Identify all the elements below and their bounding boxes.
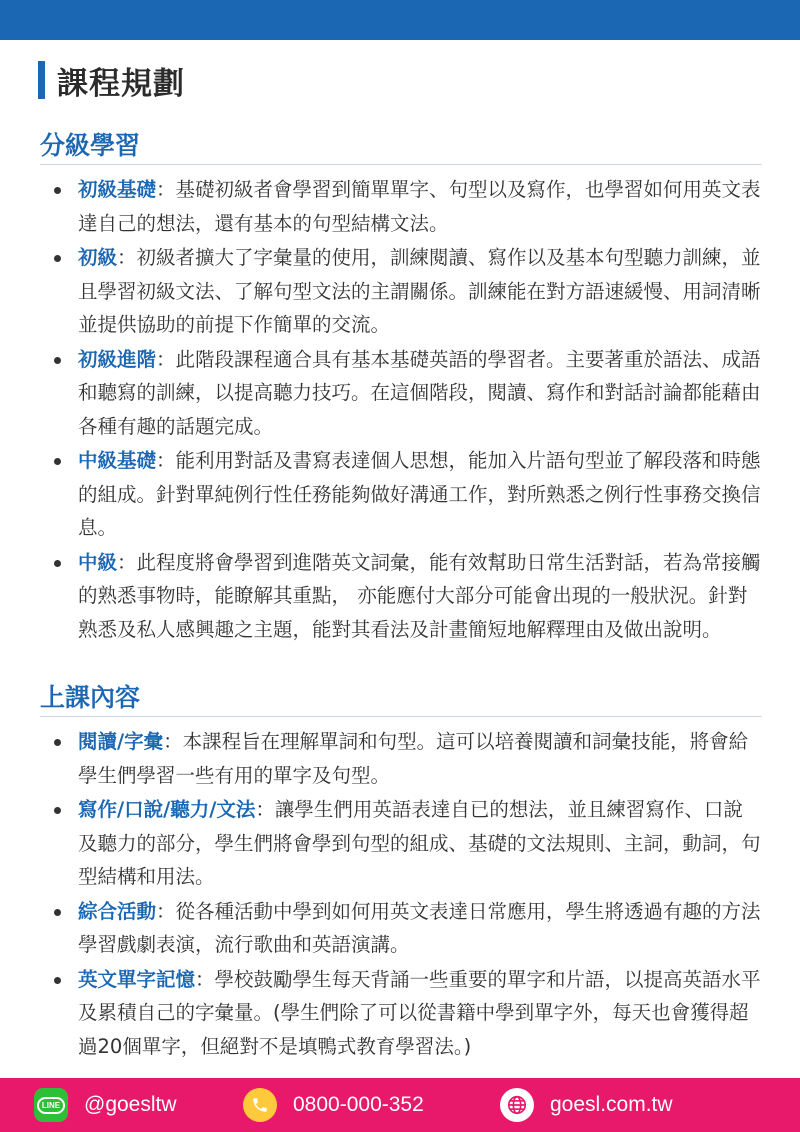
line-badge: LINE (37, 1097, 65, 1114)
item-term: 中級 (78, 550, 118, 574)
item-term: 英文單字記憶 (78, 967, 196, 991)
item-term: 中級基礎 (78, 449, 157, 472)
item-term: 初級基礎 (78, 178, 157, 201)
page-title-block (38, 58, 185, 102)
item-term: 初級 (78, 246, 118, 269)
item-text: ：本課程旨在理解單詞和句型。這可以培養閱讀和詞彙技能，將會給學生們學習一些有用的單字及句型。 (78, 730, 749, 787)
globe-icon (500, 1088, 534, 1122)
page-title: 課程規劃 (57, 65, 185, 102)
footer-website-contact[interactable] (500, 1078, 673, 1132)
bullet-icon (54, 739, 61, 746)
item-text: ：從各種活動中學到如何用英文表達日常應用，學生將透過有趣的方法學習戲劇表演，流行歌曲和英語演講。 (78, 899, 761, 956)
item-text: ：此程度將會學習到進階英文詞彙，能有效幫助日常生活對話，若為常接觸的熟悉事物時，能瞭解其重點， 亦能應付大部分可能會出現的一般狀況。針對熟悉及私人感興趣之主題，能對其看法及計畫簡短地解釋理由及做出說明。 (78, 550, 761, 641)
list-item (40, 173, 762, 240)
list-item (40, 444, 762, 545)
phone-icon (243, 1088, 277, 1122)
section-graded-learning (40, 130, 762, 647)
bullet-icon (54, 255, 61, 262)
list-item (40, 963, 762, 1064)
bullet-icon (54, 187, 61, 194)
list-item (40, 241, 762, 342)
item-term: 寫作/口說/聽力/文法 (78, 798, 256, 821)
contact-footer (0, 1078, 800, 1132)
list-item (40, 895, 762, 962)
line-icon (34, 1088, 68, 1122)
list-item (40, 725, 762, 792)
item-text: ：初級者擴大了字彙量的使用，訓練閱讀、寫作以及基本句型聽力訓練，並且學習初級文法、了解句型文法的主謂關係。訓練能在對方語速緩慢、用詞清晰並提供協助的前提下作簡單的交流。 (78, 246, 761, 336)
bullet-icon (54, 909, 61, 916)
line-id[interactable]: @goesltw (84, 1093, 177, 1116)
list-item (40, 546, 762, 647)
item-text: ：讓學生們用英語表達自已的想法，並且練習寫作、口說及聽力的部分，學生們將會學到句型的組成、基礎的文法規則、主詞，動詞，句型結構和用法。 (78, 798, 761, 888)
section-heading: 分級學習 (40, 130, 762, 165)
bullet-icon (54, 357, 61, 364)
bullet-icon (54, 977, 61, 984)
list-item (40, 343, 762, 444)
phone-number[interactable]: 0800-000-352 (293, 1093, 424, 1116)
item-text: ：學校鼓勵學生每天背誦一些重要的單字和片語，以提高英語水平及累積自己的字彙量。(學生們除了可以從書籍中學到單字外，每天也會獲得超過20個單字，但絕對不是填鴨式教育學習法。) (78, 967, 761, 1058)
section-course-content (40, 682, 762, 1064)
title-accent-bar (38, 61, 45, 99)
footer-phone-contact[interactable] (243, 1078, 424, 1132)
list-item (40, 793, 762, 894)
item-text: ：能利用對話及書寫表達個人思想，能加入片語句型並了解段落和時態的組成。針對單純例行性任務能夠做好溝通工作，對所熟悉之例行性事務交換信息。 (78, 449, 761, 539)
bullet-icon (54, 560, 61, 567)
section-heading: 上課內容 (40, 682, 762, 717)
bullet-icon (54, 458, 61, 465)
footer-line-contact[interactable] (34, 1078, 177, 1132)
item-term: 閱讀/字彙 (78, 730, 164, 753)
website-link[interactable]: goesl.com.tw (550, 1093, 673, 1116)
item-term: 初級進階 (78, 347, 157, 371)
top-banner (0, 0, 800, 40)
item-text: ：基礎初級者會學習到簡單單字、句型以及寫作，也學習如何用英文表達自己的想法，還有基本的句型結構文法。 (78, 178, 761, 235)
course-content-list (40, 725, 762, 1063)
bullet-icon (54, 807, 61, 814)
course-level-list (40, 173, 762, 646)
item-text: ：此階段課程適合具有基本基礎英語的學習者。主要著重於語法、成語和聽寫的訓練，以提高聽力技巧。在這個階段，閱讀、寫作和對話討論都能藉由各種有趣的話題完成。 (78, 347, 761, 438)
item-term: 綜合活動 (78, 899, 157, 923)
